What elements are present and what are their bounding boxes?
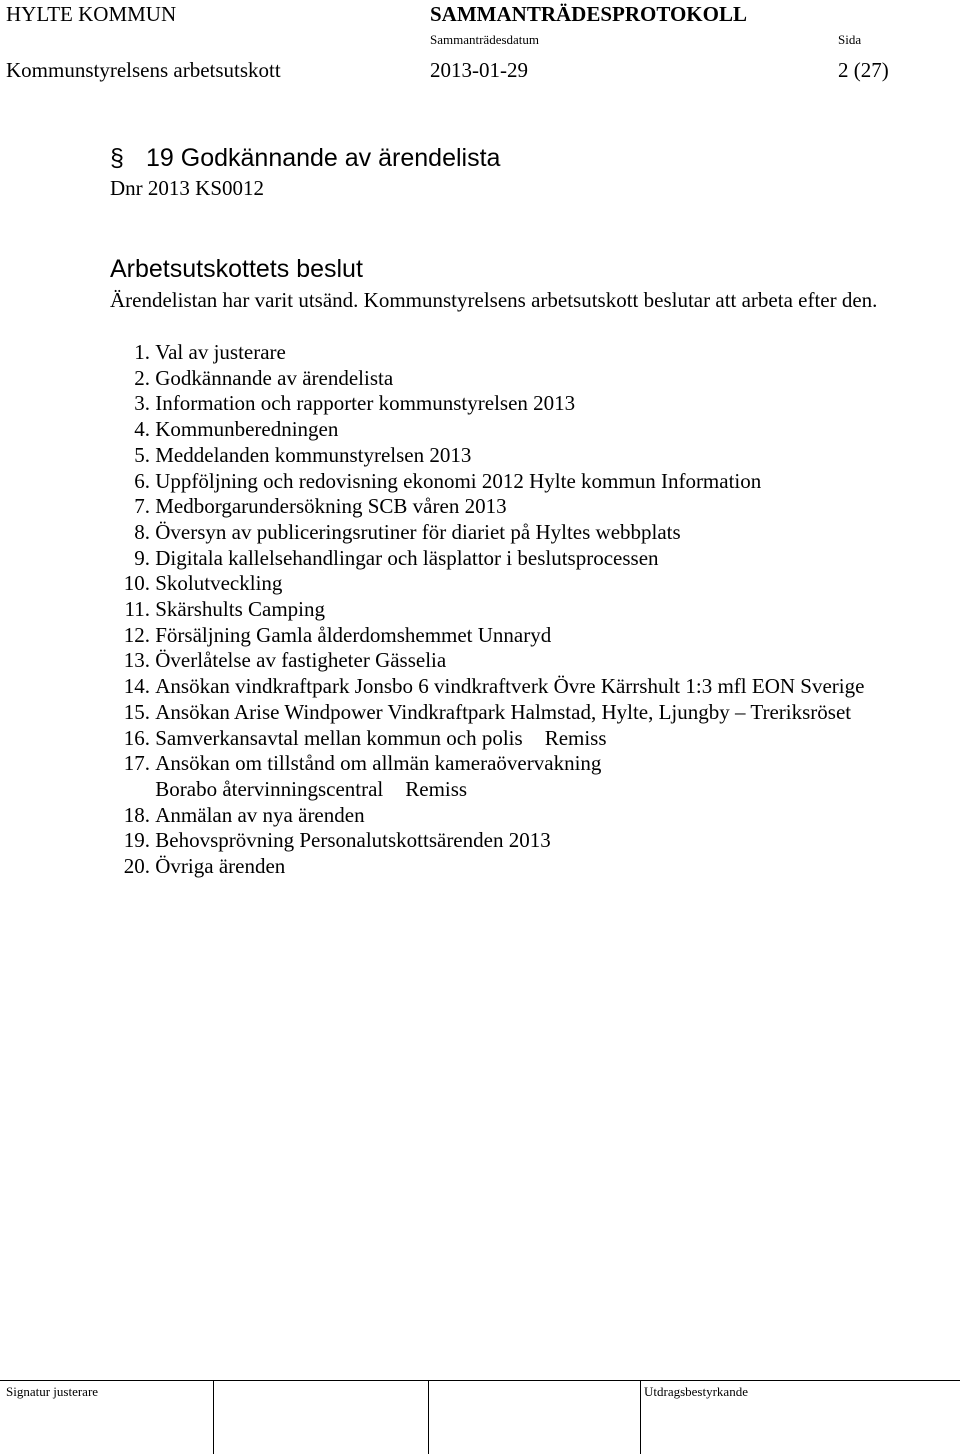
committee-name: Kommunstyrelsens arbetsutskott [6, 58, 281, 82]
decision-text: Ärendelistan har varit utsänd. Kommunstyrelsens arbetsutskott beslutar att arbeta efter den. [110, 288, 878, 312]
agenda-item-number: 2. [134, 365, 150, 390]
agenda-item-number: 7. [134, 494, 150, 519]
footer-divider-vertical [213, 1380, 214, 1454]
agenda-item-number: 10. [123, 571, 150, 596]
agenda-item-text: Val av justerare [155, 340, 286, 364]
agenda-item-number: 18. [123, 802, 150, 827]
agenda-item-text: Information och rapporter kommunstyrelsen 2013 [155, 391, 576, 416]
agenda-item-number: 11. [124, 597, 150, 622]
page-number: 2 (27) [838, 58, 889, 82]
agenda-item-note: Remiss [405, 776, 468, 801]
agenda-item-number: 19. [123, 828, 150, 853]
agenda-item [110, 391, 864, 417]
agenda-item-text: Ansökan vindkraftpark Jonsbo 6 vindkraftverk Övre Kärrshult 1:3 mfl EON Sverige [155, 674, 865, 699]
agenda-item-text: Övriga ärenden [155, 854, 286, 879]
agenda-item-number: 9. [134, 545, 150, 570]
organization-name: HYLTE KOMMUN [6, 2, 177, 26]
agenda-item-number: 3. [134, 391, 150, 416]
agenda-list [110, 340, 864, 880]
agenda-item [110, 520, 864, 546]
footer-divider [0, 1380, 960, 1381]
agenda-item-text: Anmälan av nya ärenden [155, 802, 365, 827]
agenda-item [110, 494, 864, 520]
page-label: Sida [838, 32, 862, 47]
agenda-item-number: 20. [123, 854, 150, 879]
section-title-text: 19 Godkännande av ärendelista [146, 144, 501, 172]
agenda-item [110, 623, 864, 649]
meeting-date-label: Sammanträdesdatum [430, 32, 540, 47]
footer-divider-vertical [428, 1380, 429, 1454]
meeting-date: 2013-01-29 [430, 58, 528, 82]
agenda-item-text: Översyn av publiceringsrutiner för diariet på Hyltes webbplats [155, 519, 681, 544]
signature-label: Signatur justerare [6, 1384, 99, 1399]
agenda-item-note: Remiss [544, 725, 607, 750]
agenda-item-text: Borabo återvinningscentral [155, 776, 384, 801]
paragraph-symbol: § [110, 144, 124, 172]
agenda-item-text: Kommunberedningen [155, 417, 339, 442]
agenda-item-number: 6. [134, 468, 150, 493]
agenda-item-text: Skärshults Camping [155, 597, 326, 622]
agenda-item-number: 12. [123, 622, 150, 647]
agenda-item-number [110, 777, 150, 803]
agenda-item [110, 828, 864, 854]
agenda-item-text: Ansökan Arise Windpower Vindkraftpark Halmstad, Hylte, Ljungby – Treriksröset [155, 699, 852, 724]
agenda-item [110, 751, 864, 777]
section-title [110, 144, 500, 173]
agenda-item-text: Medborgarundersökning SCB våren 2013 [155, 494, 507, 519]
agenda-item-number: 8. [134, 519, 150, 544]
extract-certification-label: Utdragsbestyrkande [644, 1384, 748, 1399]
agenda-item [110, 366, 864, 392]
agenda-item-number: 1. [134, 340, 150, 364]
footer-divider-vertical [640, 1380, 641, 1454]
agenda-item-text: Ansökan om tillstånd om allmän kameraövervakning [155, 751, 602, 776]
agenda-item [110, 546, 864, 572]
agenda-item-number: 14. [123, 674, 150, 699]
agenda-item [110, 648, 864, 674]
agenda-item-text: Digitala kallelsehandlingar och läsplattor i beslutsprocessen [155, 545, 659, 570]
agenda-item-number: 5. [134, 442, 150, 467]
agenda-item [110, 571, 864, 597]
agenda-item [110, 777, 864, 803]
agenda-item-number: 13. [123, 648, 150, 673]
agenda-item [110, 469, 864, 495]
agenda-item [110, 340, 864, 366]
case-number: Dnr 2013 KS0012 [110, 176, 265, 200]
agenda-item-number: 15. [123, 699, 150, 724]
agenda-item-number: 17. [123, 751, 150, 776]
agenda-item [110, 674, 864, 700]
agenda-item-text: Samverkansavtal mellan kommun och polis [155, 725, 523, 750]
agenda-item-text: Försäljning Gamla ålderdomshemmet Unnaryd [155, 622, 552, 647]
agenda-item-text: Överlåtelse av fastigheter Gässelia [155, 648, 447, 673]
agenda-item-text: Uppföljning och redovisning ekonomi 2012 Hylte kommun Information [155, 468, 762, 493]
document-type: SAMMANTRÄDESPROTOKOLL [430, 2, 747, 26]
agenda-item [110, 700, 864, 726]
agenda-item-number: 16. [123, 725, 150, 750]
agenda-item [110, 417, 864, 443]
agenda-item [110, 597, 864, 623]
agenda-item-text: Behovsprövning Personalutskottsärenden 2013 [155, 828, 551, 853]
agenda-item [110, 726, 864, 752]
agenda-item-text: Skolutveckling [155, 571, 283, 596]
agenda-item [110, 443, 864, 469]
agenda-item [110, 803, 864, 829]
agenda-item-text: Meddelanden kommunstyrelsen 2013 [155, 442, 472, 467]
agenda-item-number: 4. [134, 417, 150, 442]
agenda-item-text: Godkännande av ärendelista [155, 365, 394, 390]
agenda-item [110, 854, 864, 880]
decision-heading: Arbetsutskottets beslut [110, 255, 363, 283]
